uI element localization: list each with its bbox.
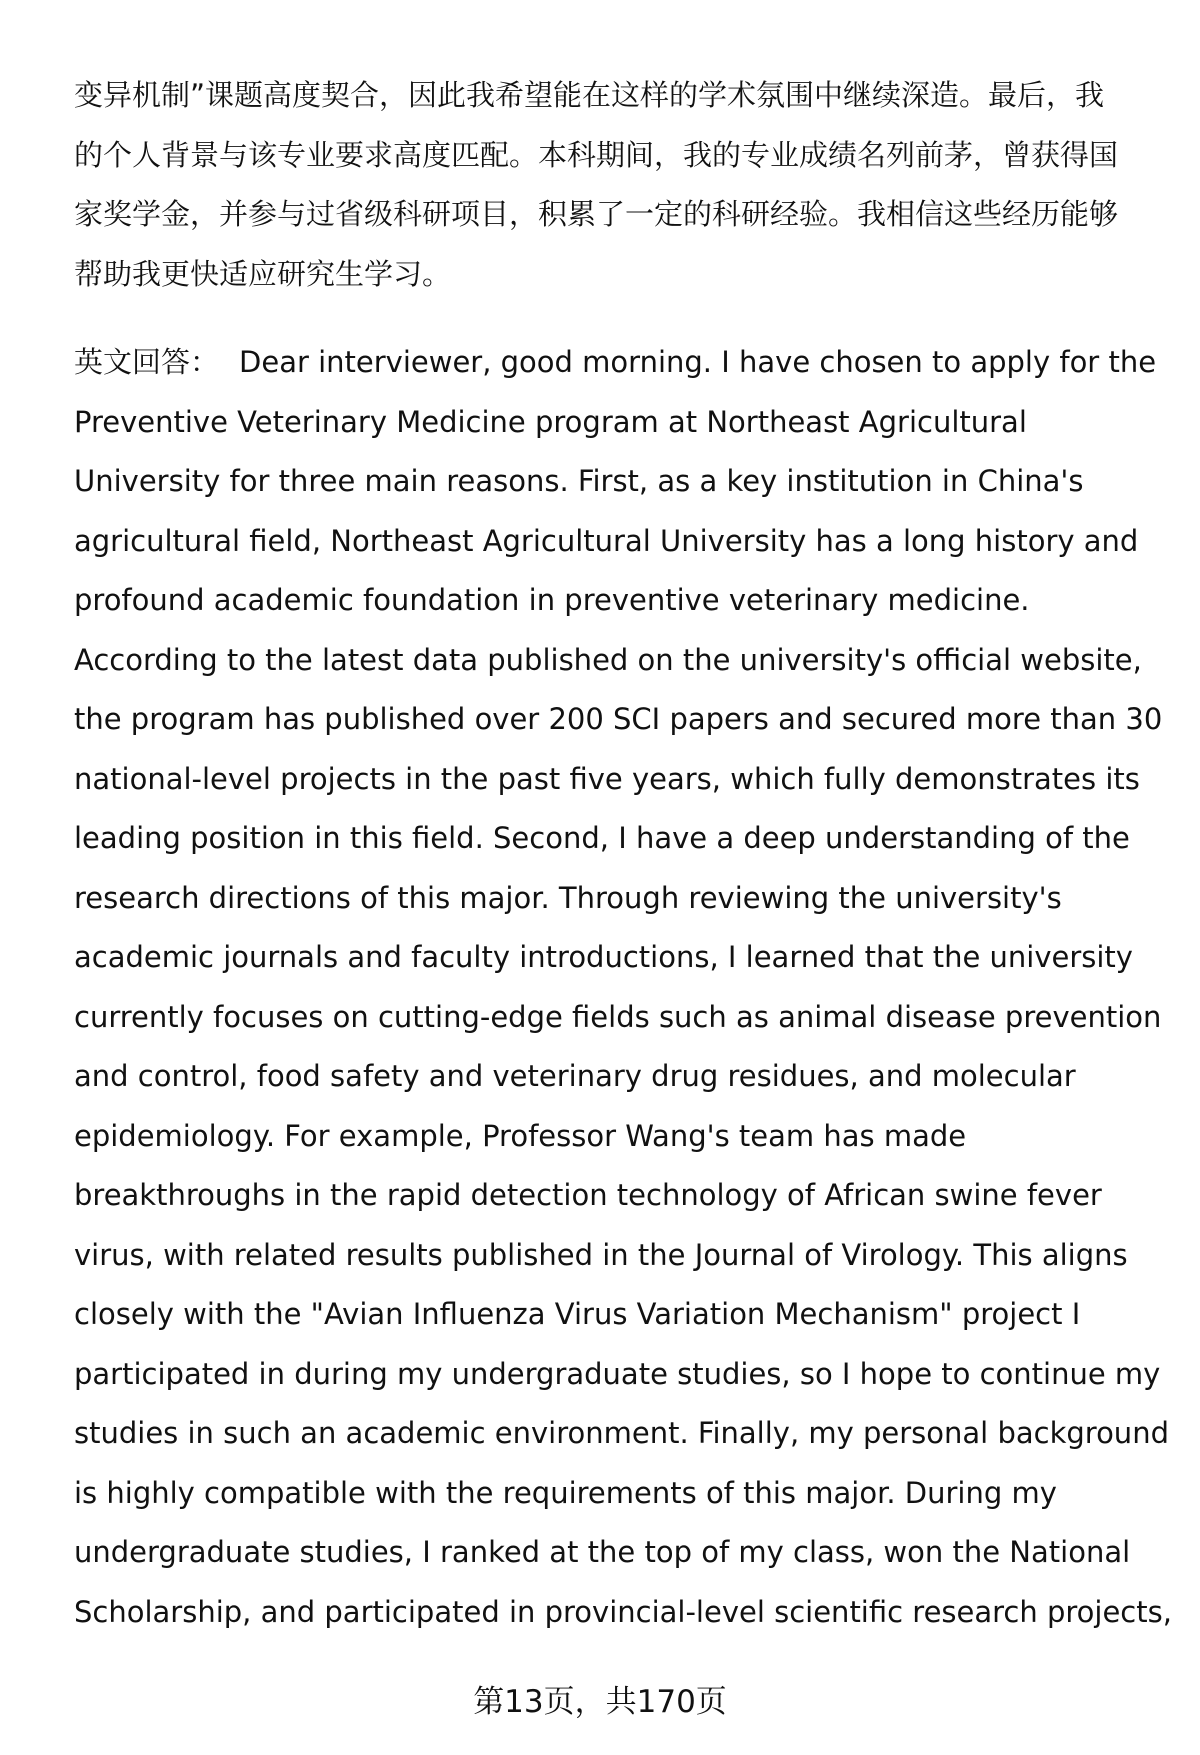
text-line: national-level projects in the past five years, which fully demonstrates its	[74, 761, 1140, 796]
english-answer-label: 英文回答：	[74, 345, 220, 379]
text-line: undergraduate studies, I ranked at the top of my class, won the National	[74, 1535, 1131, 1569]
text-line: University for three main reasons. First, as a key institution in China's	[74, 464, 1084, 498]
chinese-paragraph	[74, 66, 1154, 304]
text-line: breakthroughs in the rapid detection technology of African swine fever	[74, 1178, 1102, 1212]
text-line: studies in such an academic environment. Finally, my personal background	[74, 1416, 1169, 1450]
text-line: closely with the "Avian Influenza Virus Variation Mechanism" project I	[74, 1297, 1081, 1331]
text-line: 变异机制”课题高度契合，因此我希望能在这样的学术氛围中继续深造。最后，我	[74, 78, 1105, 112]
text-line: participated in during my undergraduate studies, so I hope to continue my	[74, 1356, 1161, 1391]
text-line: the program has published over 200 SCI papers and secured more than 30	[74, 702, 1163, 736]
text-line-content: Dear interviewer, good morning. I have chosen to apply for the	[239, 345, 1157, 379]
text-line: research directions of this major. Through reviewing the university's	[74, 880, 1062, 915]
text-line: 家奖学金，并参与过省级科研项目，积累了一定的科研经验。我相信这些经历能够	[74, 197, 1119, 231]
text-line: 帮助我更快适应研究生学习。	[74, 256, 452, 291]
english-answer-paragraph	[74, 333, 1172, 1642]
text-line: virus, with related results published in the Journal of Virology. This aligns	[74, 1237, 1128, 1272]
text-line: and control, food safety and veterinary drug residues, and molecular	[74, 1059, 1076, 1093]
text-line: profound academic foundation in preventive veterinary medicine.	[74, 583, 1030, 617]
text-line: 的个人背景与该专业要求高度匹配。本科期间，我的专业成绩名列前茅，曾获得国	[74, 137, 1119, 172]
text-line: academic journals and faculty introductions, I learned that the university	[74, 940, 1133, 974]
text-line: According to the latest data published on the university's official website,	[74, 642, 1142, 677]
text-line: Preventive Veterinary Medicine program at Northeast Agricultural	[74, 404, 1027, 439]
text-line: agricultural field, Northeast Agricultural University has a long history and	[74, 523, 1139, 558]
page-content	[74, 66, 1172, 1642]
text-line: epidemiology. For example, Professor Wang's team has made	[74, 1118, 967, 1153]
text-line: leading position in this field. Second, I have a deep understanding of the	[74, 821, 1130, 855]
text-line-first	[74, 333, 1157, 393]
text-line: currently focuses on cutting-edge fields such as animal disease prevention	[74, 999, 1162, 1034]
text-line: Scholarship, and participated in provincial-level scientific research projects,	[74, 1594, 1172, 1629]
page-number: 第13页，共170页	[473, 1684, 727, 1720]
text-line: is highly compatible with the requirements of this major. During my	[74, 1475, 1057, 1510]
